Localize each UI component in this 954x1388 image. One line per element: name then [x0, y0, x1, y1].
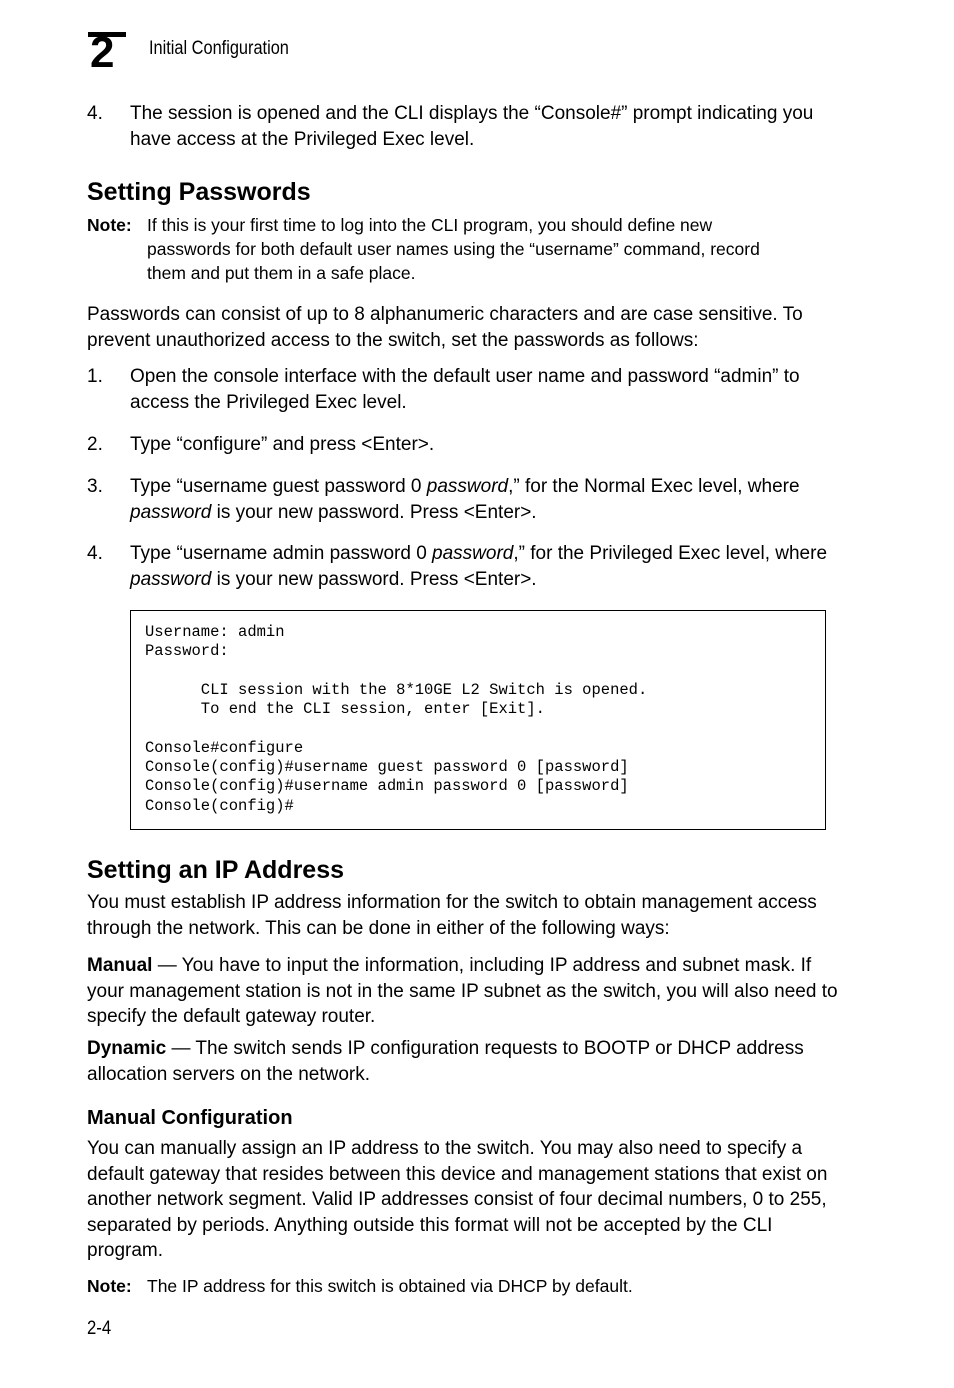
step-text: Type “username admin password 0 password,” for the Privileged Exec level, where password is your new password. Press <Enter>. — [130, 543, 828, 590]
step-text: The session is opened and the CLI displays the “Console#” prompt indicating you have access at the Privileged Exec level. — [130, 103, 814, 150]
step-text: Type “configure” and press <Enter>. — [130, 434, 435, 455]
note-label: Note: — [87, 215, 132, 235]
emphasis-password: password — [130, 568, 212, 590]
note-text: The IP address for this switch is obtained via DHCP by default. — [147, 1276, 633, 1296]
manual-method-paragraph: Manual — You have to input the information, including IP address and subnet mask. If your management station is not in the same IP subnet as the switch, you will also need to specify the default gateway router. — [87, 955, 838, 1027]
note-label: Note: — [87, 1276, 132, 1296]
emphasis-password: password — [130, 501, 212, 523]
step-number: 1. — [87, 366, 103, 387]
section-heading-ip-address: Setting an IP Address — [87, 856, 345, 884]
chapter-number-badge — [88, 28, 128, 77]
subsection-heading-manual-config: Manual Configuration — [87, 1107, 293, 1129]
section-heading-passwords: Setting Passwords — [87, 178, 311, 206]
dynamic-label: Dynamic — [87, 1038, 167, 1059]
step-number: 4. — [87, 103, 103, 124]
manual-label: Manual — [87, 955, 153, 976]
passwords-paragraph: Passwords can consist of up to 8 alphanumeric characters and are case sensitive. To prevent unauthorized access to the switch, set the passwords as follows: — [87, 304, 803, 351]
running-header-title: Initial Configuration — [149, 38, 289, 59]
manual-config-paragraph: You can manually assign an IP address to the switch. You may also need to specify a default gateway that resides between this device and management stations that exist on another network segment. Valid IP addresses consist of four decimal numbers, 0 to 255, separated by periods. Anything outside this format will not be accepted by the CLI program. — [87, 1138, 828, 1261]
step-number: 4. — [87, 543, 103, 564]
note-line-3: them and put them in a safe place. — [147, 263, 416, 283]
ip-paragraph: You must establish IP address information for the switch to obtain management access through the network. This can be done in either of the following ways: — [87, 892, 817, 939]
cli-example-code: Username: admin Password: CLI session with the 8*10GE L2 Switch is opened. To end the CLI session, enter [Exit]. Console#configure Console(config)#username guest password 0 [password] Console(config)#username admin password 0 [password] Console(config)# — [145, 623, 648, 815]
step-number: 3. — [87, 476, 103, 497]
step-text: Open the console interface with the default user name and password “admin” to access the Privileged Exec level. — [130, 366, 800, 413]
manual-config-note — [87, 1274, 847, 1298]
cli-example-box — [130, 610, 826, 830]
chapter-number: 2 — [90, 28, 114, 77]
emphasis-password: password — [426, 476, 509, 497]
note-line-2: passwords for both default user names using the “username” command, record — [147, 239, 760, 259]
emphasis-password: password — [432, 543, 514, 564]
dynamic-method-paragraph: Dynamic — The switch sends IP configuration requests to BOOTP or DHCP address allocation servers on the network. — [87, 1038, 804, 1085]
passwords-note — [87, 213, 847, 283]
step-number: 2. — [87, 434, 103, 455]
step-text: Type “username guest password 0 password,” for the Normal Exec level, where password is your new password. Press <Enter>. — [130, 476, 800, 523]
note-line-1: If this is your first time to log into the CLI program, you should define new — [147, 215, 713, 235]
page-number: 2-4 — [87, 1318, 112, 1339]
